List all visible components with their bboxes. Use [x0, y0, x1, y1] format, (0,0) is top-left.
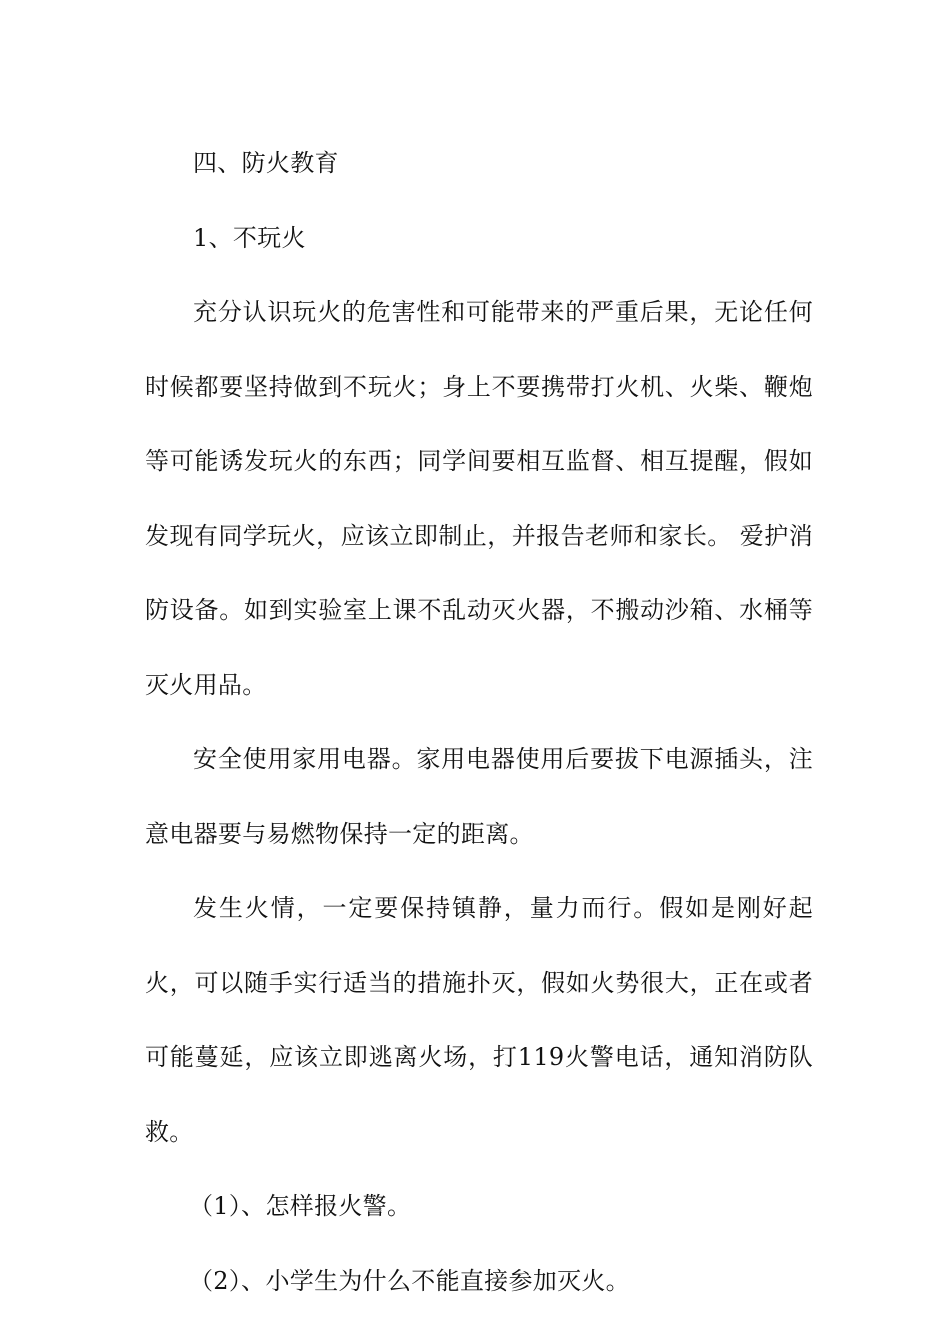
item-title: 1、不玩火 [193, 223, 306, 252]
document-body [145, 126, 813, 1318]
sub-item-why-not-fight-fire: （2）、小学生为什么不能直接参加灭火。 [189, 1266, 630, 1295]
paragraph-fire-response: 发生火情，一定要保持镇静，量力而行。假如是刚好起火，可以随手实行适当的措施扑灭，假如火势很大，正在或者可能蔓延，应该立即逃离火场，打119火警电话，通知消防队救。 [145, 894, 813, 1146]
sub-item-report-fire: （1）、怎样报火警。 [189, 1192, 412, 1220]
section-title: 四、防火教育 [193, 149, 339, 177]
paragraph-electrical-safety: 安全使用家用电器。家用电器使用后要拔下电源插头，注意电器要与易燃物保持一定的距离。 [145, 745, 813, 848]
paragraph-no-playing-fire: 充分认识玩火的危害性和可能带来的严重后果，无论任何时候都要坚持做到不玩火；身上不要携带打火机、火柴、鞭炮等可能诱发玩火的东西；同学间要相互监督、相互提醒，假如发现有同学玩火，应该立即制止，并报告老师和家长。 爱护消防设备。如到实验室上课不乱动灭火器，不搬动沙箱、水桶等灭火用品。 [145, 298, 813, 699]
